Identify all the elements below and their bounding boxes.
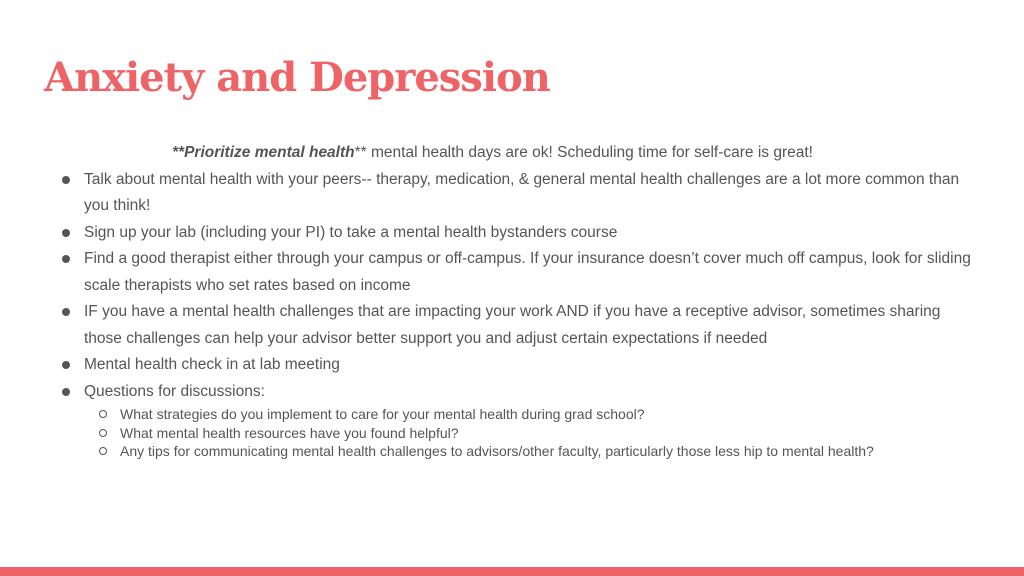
intro-prefix: ** (172, 144, 185, 161)
bullet-dot-icon (62, 229, 70, 237)
bullet-text: IF you have a mental health challenges that are impacting your work AND if you have a receptive advisor, sometimes sharing those challenges can help your advisor better support you and adjust certain expectations if needed (84, 303, 941, 347)
bullet-item (60, 167, 980, 220)
bullet-dot-icon (62, 388, 70, 396)
intro-emphasis-text: Prioritize mental health (184, 144, 355, 161)
intro-line (60, 140, 980, 167)
sub-bullet-text: Any tips for communicating mental health challenges to advisors/other faculty, particularly those less hip to mental health? (120, 443, 874, 459)
sub-bullet-item (84, 405, 980, 424)
bullet-text: Mental health check in at lab meeting (84, 356, 340, 373)
bullet-dot-icon (62, 255, 70, 263)
bullet-dot-icon (62, 308, 70, 316)
slide-title: Anxiety and Depression (44, 54, 550, 101)
hollow-circle-icon (99, 410, 107, 418)
hollow-circle-icon (99, 447, 107, 455)
sub-bullet-text: What mental health resources have you found helpful? (120, 424, 459, 441)
slide-content (60, 140, 980, 461)
bullet-item (60, 352, 980, 379)
bullet-text: Sign up your lab (including your PI) to take a mental health bystanders course (84, 223, 618, 241)
bullet-list (60, 167, 980, 461)
bullet-text: Find a good therapist either through your campus or off-campus. If your insurance doesn’t cover much off campus, look for sliding scale therapists who set rates based on income (84, 250, 971, 294)
intro-emphasis (172, 144, 355, 161)
bullet-dot-icon (62, 176, 70, 184)
intro-suffix: ** mental health days are ok! Scheduling time for self-care is great! (354, 144, 813, 161)
bullet-item-questions (60, 379, 980, 461)
bullet-item (60, 246, 980, 299)
sub-bullet-list (84, 405, 980, 461)
hollow-circle-icon (99, 429, 107, 437)
bullet-text: Talk about mental health with your peers-- therapy, medication, & general mental health challenges are a lot more common than you think! (84, 170, 960, 214)
sub-bullet-text: What strategies do you implement to care for your mental health during grad school? (120, 406, 645, 422)
sub-bullet-item (84, 424, 980, 443)
bullet-item (60, 299, 980, 352)
sub-bullet-item (84, 442, 980, 461)
bullet-item (60, 220, 980, 247)
bullet-dot-icon (62, 361, 70, 369)
bullet-text: Questions for discussions: (84, 382, 265, 400)
bottom-accent-bar (0, 567, 1024, 576)
